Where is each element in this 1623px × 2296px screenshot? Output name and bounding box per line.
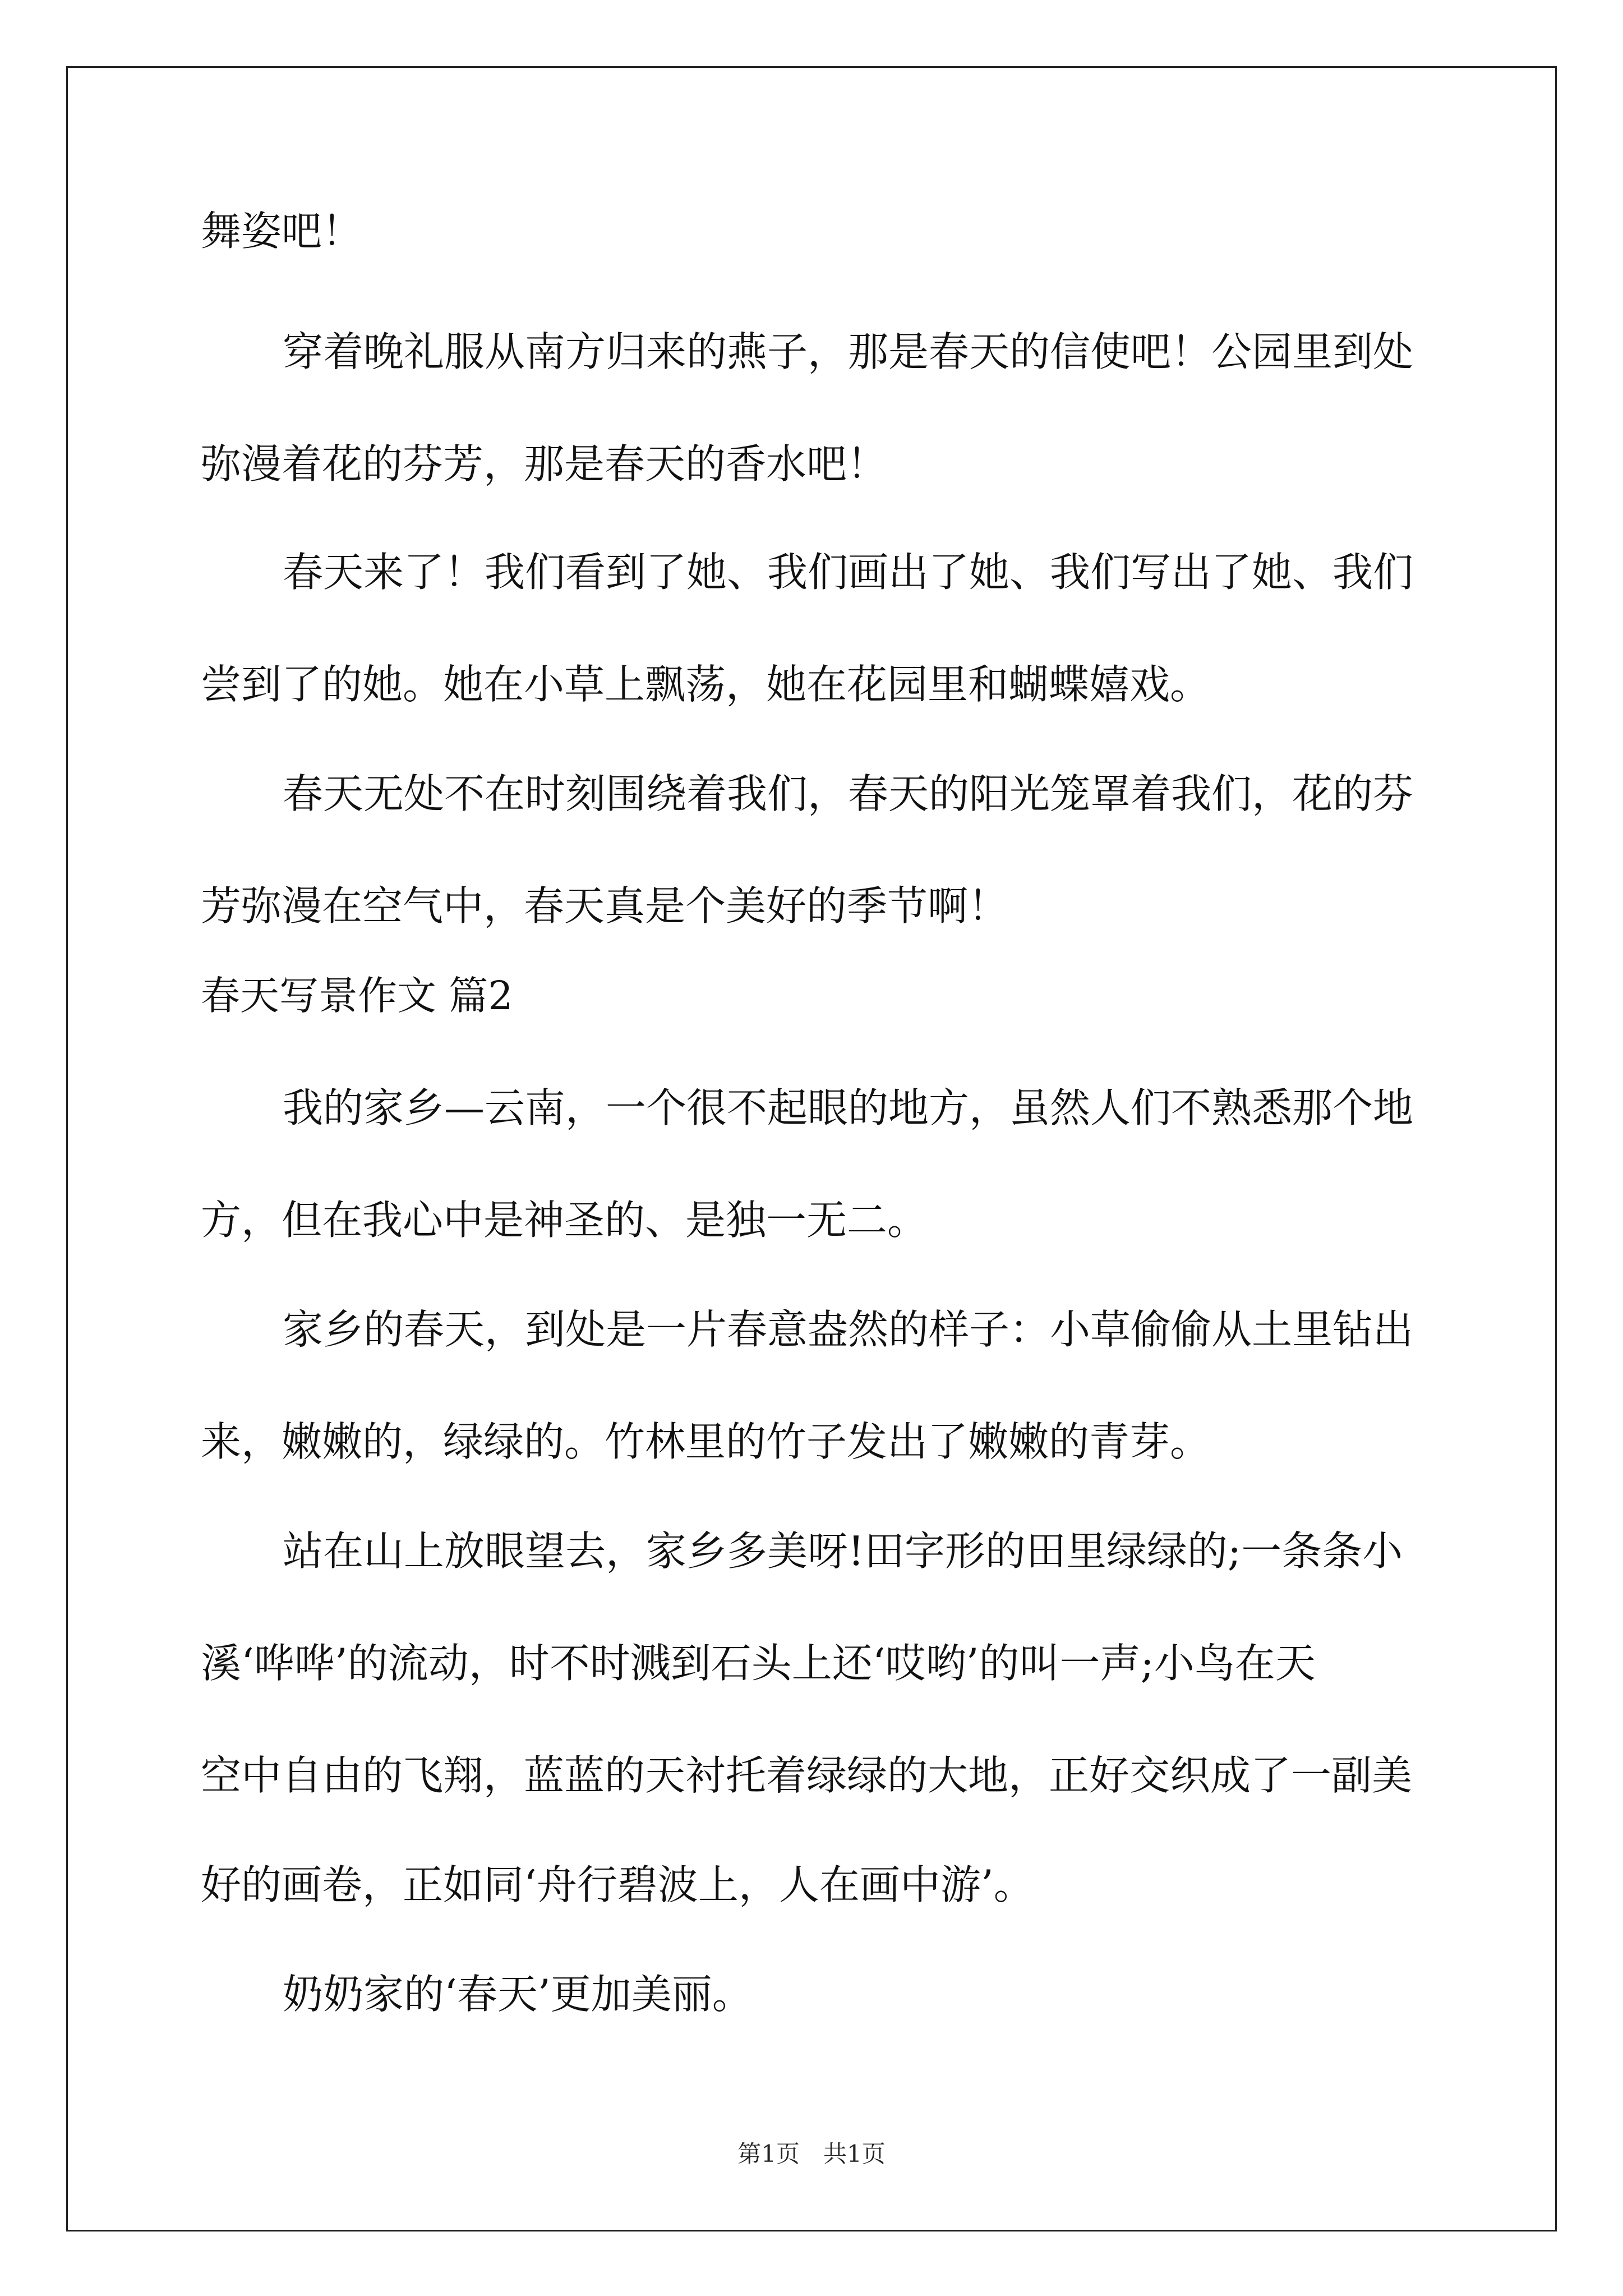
text-line: 芳弥漫在空气中，春天真是个美好的季节啊！: [201, 882, 1009, 930]
page-footer: 第1页 共1页: [737, 2140, 886, 2168]
section-heading: 春天写景作文 篇2: [201, 973, 513, 1019]
paragraph-line: 家乡的春天，到处是一片春意盎然的样子：小草偷偷从土里钻出: [283, 1306, 1414, 1353]
paragraph-line: 奶奶家的‘春天’更加美丽。: [283, 1971, 753, 2018]
text-line: 尝到了的她。她在小草上飘荡，她在花园里和蝴蝶嬉戏。: [201, 661, 1211, 708]
text-line: 舞姿吧！: [201, 208, 363, 255]
paragraph-line: 春天来了！我们看到了她、我们画出了她、我们写出了她、我们: [283, 549, 1414, 596]
text-line: 空中自由的飞翔，蓝蓝的天衬托着绿绿的大地，正好交织成了一副美: [201, 1752, 1413, 1799]
text-line: 好的画卷，正如同‘舟行碧波上，人在画中游’。: [201, 1861, 1034, 1908]
paragraph-line: 站在山上放眼望去，家乡多美呀!田字形的田里绿绿的;一条条小: [283, 1527, 1403, 1575]
paragraph-line: 我的家乡—云南，一个很不起眼的地方，虽然人们不熟悉那个地: [283, 1084, 1414, 1131]
text-line: 方，但在我心中是神圣的、是独一无二。: [201, 1197, 928, 1244]
text-line: 溪‘哗哗’的流动，时不时溅到石头上还‘哎哟’的叫一声;小鸟在天: [201, 1640, 1316, 1687]
text-line: 来，嫩嫩的，绿绿的。竹林里的竹子发出了嫩嫩的青芽。: [201, 1418, 1211, 1465]
paragraph-line: 穿着晚礼服从南方归来的燕子，那是春天的信使吧！公园里到处: [283, 328, 1414, 375]
text-line: 弥漫着花的芬芳，那是春天的香水吧！: [201, 440, 888, 487]
paragraph-line: 春天无处不在时刻围绕着我们，春天的阳光笼罩着我们，花的芬: [283, 770, 1414, 817]
